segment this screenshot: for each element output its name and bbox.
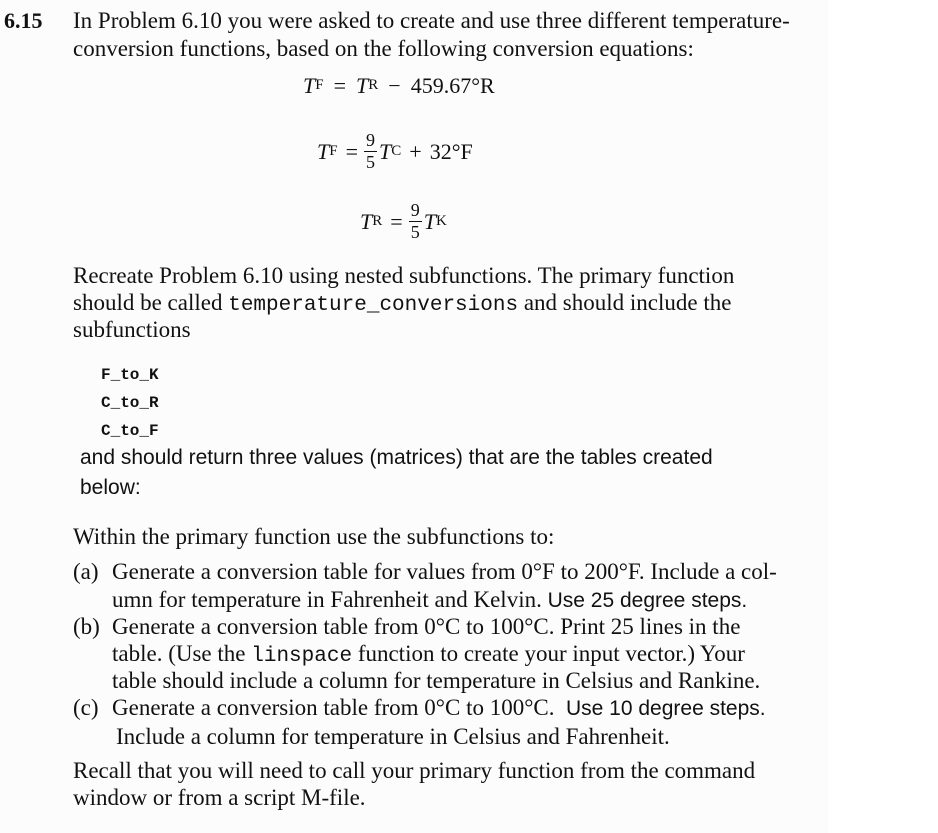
- return-line-1: and should return three values (matrices) that are the tables created: [80, 446, 713, 469]
- problem-number: 6.15: [4, 8, 43, 33]
- item-a-line-2: [112, 586, 747, 614]
- eq2-plus: +: [409, 139, 422, 164]
- item-c-line-2: Include a column for temperature in Celsius and Fahrenheit.: [116, 724, 670, 749]
- intro-line-2: conversion functions, based on the following conversion equations:: [73, 36, 694, 61]
- within-intro: Within the primary function use the subfunctions to:: [73, 524, 555, 549]
- subfunction-2: C_to_R: [101, 394, 159, 412]
- eq3-numerator: 9: [410, 200, 420, 220]
- item-c-line-1-text: Generate a conversion table from 0°C to 100°C.: [112, 695, 555, 720]
- item-a-insert: Use 25 degree steps.: [547, 589, 748, 612]
- subfunction-3: C_to_F: [101, 422, 159, 440]
- eq1-equals: =: [333, 73, 347, 98]
- eq3-fraction: [409, 201, 422, 242]
- return-paragraph: [80, 443, 713, 503]
- item-b-line-3: table should include a column for temperature in Celsius and Rankine.: [112, 668, 761, 693]
- item-c-label: (c): [73, 695, 99, 720]
- equation-2: [317, 131, 473, 172]
- item-a-line-1: Generate a conversion table for values from 0°F to 200°F. Include a col-: [112, 559, 777, 584]
- eq1-lhs: T: [303, 73, 316, 98]
- item-b-line-2-pre: table. (Use the: [112, 641, 252, 666]
- eq2-term-sub: C: [391, 143, 402, 159]
- eq3-term: T: [423, 209, 436, 234]
- eq2-numerator: 9: [366, 130, 376, 150]
- item-a-line-2-text: umn for temperature in Fahrenheit and Kelvin.: [112, 587, 542, 612]
- item-a-label: (a): [73, 559, 99, 584]
- eq2-denominator: 5: [366, 152, 376, 172]
- eq1-term-sub: R: [368, 77, 379, 93]
- recreate-line-2: [73, 289, 833, 316]
- eq1-constant: 459.67°R: [410, 73, 495, 98]
- eq1-minus: −: [388, 73, 401, 98]
- item-b-line-2-post: function to create your input vector.) Your: [352, 641, 745, 666]
- item-c-insert: Use 10 degree steps.: [566, 697, 766, 720]
- eq1-term: T: [356, 73, 369, 98]
- item-b-label: (b): [73, 614, 100, 639]
- recreate-line-1: Recreate Problem 6.10 using nested subfunctions. The primary function: [73, 263, 735, 288]
- eq3-lhs: T: [360, 209, 373, 234]
- recreate-line-2-post: and should include the: [518, 290, 732, 315]
- recreate-paragraph: [73, 262, 833, 343]
- eq3-equals: =: [390, 209, 403, 234]
- recreate-line-2-pre: should be called: [73, 290, 229, 315]
- function-name-code: temperature_conversions: [228, 294, 519, 317]
- eq3-denominator: 5: [410, 222, 420, 242]
- return-line-2: below:: [80, 476, 141, 499]
- eq3-term-sub: K: [435, 213, 447, 229]
- intro-line-1: In Problem 6.10 you were asked to create and use three different temperature-: [73, 8, 790, 33]
- recall-line-1: Recall that you will need to call your primary function from the command: [73, 758, 756, 783]
- intro-paragraph: [73, 7, 823, 63]
- eq2-lhs-sub: F: [329, 143, 338, 159]
- eq2-constant: 32°F: [429, 139, 473, 164]
- linspace-code: linspace: [251, 645, 353, 668]
- item-b-line-1: Generate a conversion table from 0°C to 100°C. Print 25 lines in the: [112, 614, 741, 639]
- recreate-line-3: subfunctions: [73, 317, 191, 342]
- equation-3: [360, 201, 447, 242]
- eq3-lhs-sub: R: [372, 213, 383, 229]
- recall-line-2: window or from a script M-file.: [73, 785, 366, 810]
- eq2-lhs: T: [317, 139, 330, 164]
- item-c-line-1: [112, 694, 766, 722]
- eq2-term: T: [379, 139, 392, 164]
- subfunction-list: [101, 361, 159, 445]
- eq2-equals: =: [345, 139, 359, 164]
- subfunction-1: F_to_K: [101, 366, 159, 384]
- item-b-line-2: [112, 640, 745, 670]
- eq1-lhs-sub: F: [315, 77, 324, 93]
- equation-1: [303, 72, 495, 99]
- eq2-fraction: [364, 131, 377, 172]
